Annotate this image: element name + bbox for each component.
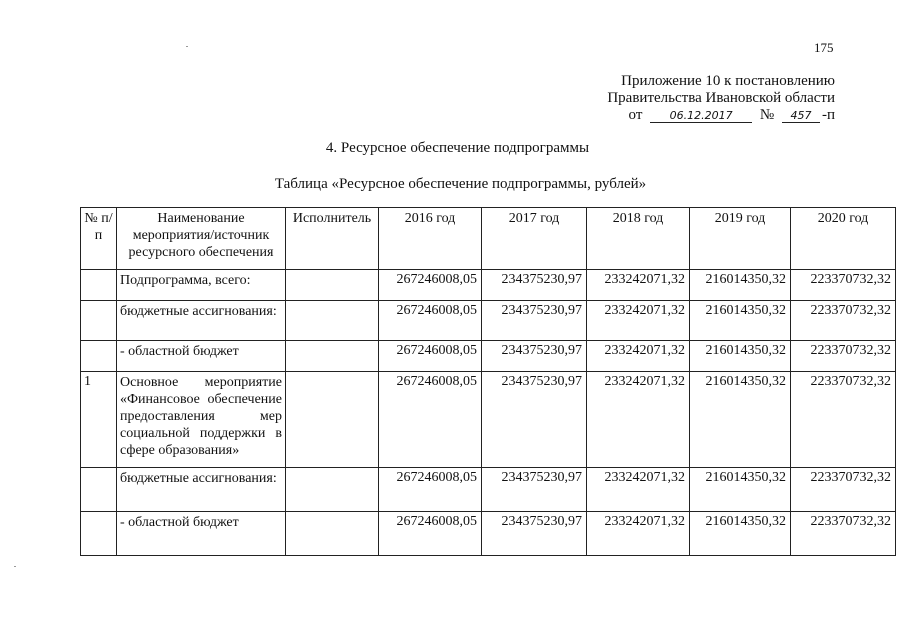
page-number: 175	[814, 40, 834, 55]
value-2020: 223370732,32	[791, 341, 896, 372]
value-2020: 223370732,32	[791, 270, 896, 301]
value-2018: 233242071,32	[587, 301, 690, 341]
value-2017: 234375230,97	[482, 301, 587, 341]
table-row	[81, 270, 896, 301]
section-title: 4. Ресурсное обеспечение подпрограммы	[325, 140, 590, 156]
row-name: - областной бюджет	[117, 512, 286, 556]
value-2016: 267246008,05	[379, 512, 482, 556]
header-2020: 2020 год	[791, 208, 896, 270]
value-2017: 234375230,97	[482, 341, 587, 372]
value-2018: 233242071,32	[587, 341, 690, 372]
value-2020: 223370732,32	[791, 372, 896, 468]
row-name: - областной бюджет	[117, 341, 286, 372]
value-2016: 267246008,05	[379, 341, 482, 372]
value-2019: 216014350,32	[690, 301, 791, 341]
resource-table	[80, 207, 896, 556]
value-2017: 234375230,97	[482, 512, 587, 556]
row-number	[81, 341, 117, 372]
value-2019: 216014350,32	[690, 468, 791, 512]
row-executor	[286, 301, 379, 341]
appendix-line-3	[607, 107, 835, 124]
row-executor	[286, 341, 379, 372]
value-2019: 216014350,32	[690, 512, 791, 556]
value-2016: 267246008,05	[379, 372, 482, 468]
row-number: 1	[81, 372, 117, 468]
table-row	[81, 301, 896, 341]
value-2018: 233242071,32	[587, 372, 690, 468]
row-number	[81, 270, 117, 301]
header-name: Наименование мероприятия/источник ресурсного обеспечения	[117, 208, 286, 270]
row-number	[81, 301, 117, 341]
header-2017: 2017 год	[482, 208, 587, 270]
value-2017: 234375230,97	[482, 468, 587, 512]
row-number	[81, 468, 117, 512]
row-name: Подпрограмма, всего:	[117, 270, 286, 301]
from-label: от	[628, 107, 643, 123]
value-2018: 233242071,32	[587, 512, 690, 556]
number-label: №	[759, 107, 775, 123]
row-executor	[286, 372, 379, 468]
row-executor	[286, 270, 379, 301]
header-executor: Исполнитель	[286, 208, 379, 270]
header-2019: 2019 год	[690, 208, 791, 270]
row-name: бюджетные ассигнования:	[117, 468, 286, 512]
table-title: Таблица «Ресурсное обеспечение подпрограммы, рублей»	[274, 176, 647, 192]
value-2019: 216014350,32	[690, 270, 791, 301]
table-row	[81, 468, 896, 512]
row-executor	[286, 468, 379, 512]
header-2016: 2016 год	[379, 208, 482, 270]
value-2019: 216014350,32	[690, 372, 791, 468]
value-2016: 267246008,05	[379, 301, 482, 341]
row-executor	[286, 512, 379, 556]
appendix-line-2: Правительства Ивановской области	[607, 90, 835, 106]
scan-speck	[14, 566, 16, 567]
value-2020: 223370732,32	[791, 512, 896, 556]
table-header-row	[81, 208, 896, 270]
appendix-header	[607, 73, 835, 124]
table-row	[81, 341, 896, 372]
row-name: бюджетные ассигнования:	[117, 301, 286, 341]
value-2017: 234375230,97	[482, 372, 587, 468]
value-2018: 233242071,32	[587, 270, 690, 301]
value-2020: 223370732,32	[791, 301, 896, 341]
number-suffix: -п	[821, 107, 835, 123]
row-number	[81, 512, 117, 556]
value-2020: 223370732,32	[791, 468, 896, 512]
scan-speck	[186, 46, 188, 47]
appendix-line-1: Приложение 10 к постановлению	[621, 73, 835, 89]
value-2017: 234375230,97	[482, 270, 587, 301]
handwritten-date: 06.12.2017	[650, 109, 752, 123]
table-row	[81, 372, 896, 468]
value-2016: 267246008,05	[379, 468, 482, 512]
value-2019: 216014350,32	[690, 341, 791, 372]
header-2018: 2018 год	[587, 208, 690, 270]
value-2018: 233242071,32	[587, 468, 690, 512]
row-name: Основное мероприятие «Финансовое обеспечение предоставления мер социальной поддержки в сфере образования»	[117, 372, 286, 468]
value-2016: 267246008,05	[379, 270, 482, 301]
table-row	[81, 512, 896, 556]
header-num: № п/п	[81, 208, 117, 270]
table-body	[81, 270, 896, 556]
handwritten-number: 457	[782, 109, 820, 123]
